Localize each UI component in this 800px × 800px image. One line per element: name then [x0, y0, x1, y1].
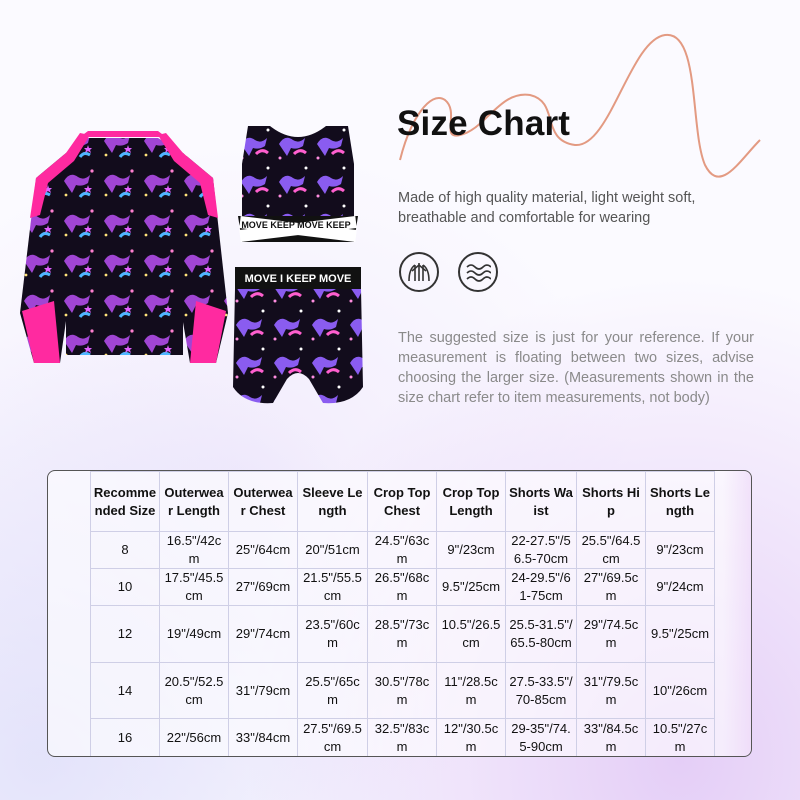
breathable-icon	[399, 252, 439, 292]
table-cell: 20"/51cm	[298, 532, 368, 569]
table-cell: 29"/74.5cm	[577, 606, 646, 663]
table-cell: 10.5"/27cm	[646, 719, 715, 758]
table-cell: 32.5"/83cm	[368, 719, 437, 758]
size-note: The suggested size is just for your reference. If your measurement is floating between two sizes, advise choosing the larger size. (Measurements shown in the size chart refer to item measurements, not body)	[398, 330, 754, 406]
table-cell: 16.5"/42cm	[160, 532, 229, 569]
table-cell: 25"/64cm	[229, 532, 298, 569]
table-cell: 27"/69.5cm	[577, 569, 646, 606]
table-cell: 16	[91, 719, 160, 758]
header-shorts-waist: Shorts Waist	[506, 472, 577, 532]
product-description: Made of high quality material, light weight soft, breathable and comfortable for wearing	[398, 190, 696, 226]
table-cell: 24.5"/63cm	[368, 532, 437, 569]
soft-fabric-icon	[458, 252, 498, 292]
size-table	[90, 471, 715, 757]
table-cell: 9"/23cm	[646, 532, 715, 569]
header-crop-top-chest: Crop Top Chest	[368, 472, 437, 532]
header-outerwear-chest: Outerwear Chest	[229, 472, 298, 532]
table-cell: 31"/79cm	[229, 663, 298, 719]
table-cell: 8	[91, 532, 160, 569]
size-chart-table	[47, 470, 752, 757]
table-cell: 14	[91, 663, 160, 719]
table-cell: 10.5"/26.5cm	[437, 606, 506, 663]
table-cell: 9.5"/25cm	[646, 606, 715, 663]
header-crop-top-length: Crop Top Length	[437, 472, 506, 532]
table-cell: 29"/74cm	[229, 606, 298, 663]
header-outerwear-length: Outerwear Length	[160, 472, 229, 532]
table-cell: 31"/79.5cm	[577, 663, 646, 719]
table-cell: 22-27.5"/56.5-70cm	[506, 532, 577, 569]
table-cell: 12	[91, 606, 160, 663]
table-row	[91, 719, 715, 758]
table-header-row	[91, 472, 715, 532]
header-shorts-hip: Shorts Hip	[577, 472, 646, 532]
table-edge-shade	[723, 471, 751, 756]
table-row	[91, 663, 715, 719]
table-cell: 22"/56cm	[160, 719, 229, 758]
table-cell: 11"/28.5cm	[437, 663, 506, 719]
table-cell: 33"/84cm	[229, 719, 298, 758]
table-cell: 30.5"/78cm	[368, 663, 437, 719]
table-row	[91, 569, 715, 606]
table-cell: 20.5"/52.5cm	[160, 663, 229, 719]
crop-top-image	[236, 124, 360, 264]
table-cell: 12"/30.5cm	[437, 719, 506, 758]
table-cell: 25.5"/64.5cm	[577, 532, 646, 569]
table-cell: 9"/24cm	[646, 569, 715, 606]
header-sleeve-length: Sleeve Length	[298, 472, 368, 532]
table-cell: 9.5"/25cm	[437, 569, 506, 606]
table-cell: 10"/26cm	[646, 663, 715, 719]
shorts-image	[231, 267, 365, 410]
table-cell: 27.5-33.5"/70-85cm	[506, 663, 577, 719]
table-cell: 9"/23cm	[437, 532, 506, 569]
table-cell: 17.5"/45.5cm	[160, 569, 229, 606]
table-cell: 29-35"/74.5-90cm	[506, 719, 577, 758]
header-shorts-length: Shorts Length	[646, 472, 715, 532]
table-cell: 23.5"/60cm	[298, 606, 368, 663]
band-text-bottom: MOVE I KEEP MOVE	[244, 273, 352, 285]
table-cell: 28.5"/73cm	[368, 606, 437, 663]
page-title: Size Chart	[397, 104, 571, 143]
band-text-top: MOVE KEEP MOVE KEEP	[241, 220, 351, 230]
table-cell: 10	[91, 569, 160, 606]
table-row	[91, 532, 715, 569]
table-cell: 27.5"/69.5cm	[298, 719, 368, 758]
table-cell: 25.5"/65cm	[298, 663, 368, 719]
header-recommended-size: Recommended Size	[91, 472, 160, 532]
table-cell: 21.5"/55.5cm	[298, 569, 368, 606]
table-cell: 19"/49cm	[160, 606, 229, 663]
table-row	[91, 606, 715, 663]
table-cell: 27"/69cm	[229, 569, 298, 606]
table-cell: 25.5-31.5"/65.5-80cm	[506, 606, 577, 663]
table-cell: 26.5"/68cm	[368, 569, 437, 606]
long-sleeve-top-image	[18, 123, 230, 368]
table-cell: 33"/84.5cm	[577, 719, 646, 758]
table-cell: 24-29.5"/61-75cm	[506, 569, 577, 606]
